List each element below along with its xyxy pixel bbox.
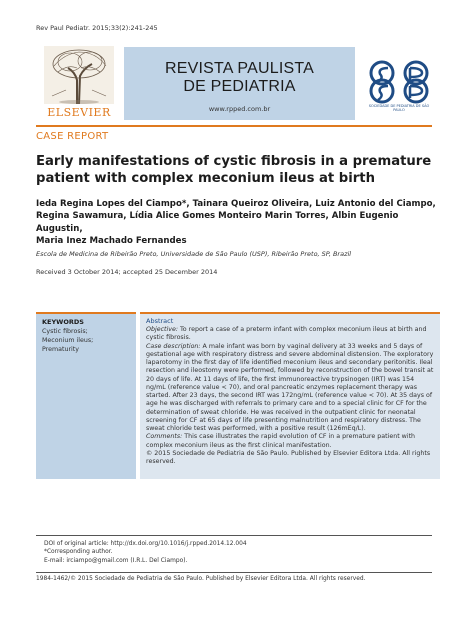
journal-url[interactable]: www.rpped.com.br — [208, 105, 271, 113]
email-footnote[interactable]: E-mail: irciampo@gmail.com (I.R.L. Del Ciampo). — [44, 557, 188, 564]
spsp-caption: SOCIEDADE DE PEDIATRIA DE SÃO PAULO — [368, 104, 430, 112]
comments-label: Comments: — [146, 433, 183, 441]
journal-masthead — [124, 47, 355, 120]
abstract-comments — [146, 433, 434, 450]
affiliation: Escola de Medicina de Ribeirão Preto, Universidade de São Paulo (USP), Ribeirão Preto, SP, Brazil — [36, 250, 352, 258]
keyword-item: Meconium ileus; — [42, 337, 94, 344]
journal-title-line2: DE PEDIATRIA — [183, 78, 296, 95]
keyword-item: Cystic fibrosis; — [42, 328, 88, 335]
journal-citation: Rev Paul Pediatr. 2015;33(2):241-245 — [36, 24, 158, 32]
authors-line1: Ieda Regina Lopes del Ciampo*, Tainara Queiroz Oliveira, Luiz Antonio del Ciampo, — [36, 199, 436, 209]
abstract-heading: Abstract — [146, 317, 174, 325]
section-label: CASE REPORT — [36, 131, 109, 142]
journal-title — [124, 60, 355, 96]
abstract-copyright: © 2015 Sociedade de Pediatria de São Paulo. Published by Elsevier Editora Ltda. All rights reserved. — [146, 449, 431, 465]
issn-copyright: 1984-1462/© 2015 Sociedade de Pediatria de São Paulo. Published by Elsevier Editora Ltda. All rights reserved. — [36, 572, 432, 582]
corresponding-footnote: *Corresponding author. — [44, 549, 113, 556]
article-title — [36, 153, 436, 187]
keyword-item: Prematurity — [42, 346, 79, 353]
case-description-label: Case description: — [146, 342, 201, 350]
footnotes — [36, 535, 432, 565]
elsevier-logo — [36, 44, 122, 122]
abstract-objective — [146, 326, 434, 343]
authors-line3: Maria Inez Machado Fernandes — [36, 235, 187, 246]
authors-line2: Regina Sawamura, Lídia Alice Gomes Monteiro Marin Torres, Albin Eugenio Augustin, — [36, 211, 399, 234]
elsevier-tree-icon — [44, 46, 114, 104]
article-title-line2: patient with complex meconium ileus at birth — [36, 171, 375, 186]
keywords-heading: KEYWORDS — [42, 318, 84, 326]
case-description-text: A male infant was born by vaginal delivery at 33 weeks and 5 days of gestational age with respiratory distress and severe abdominal distension. The exploratory laparotomy in the first day of life identified meconium ileus and secondary peritonitis. Ileal resection and ileostomy were performed, followed by reconstruction of the bowel transit at 20 days of life. At 11 days of life, the first immunoreactive trypsinogen (IRT) was 154 ng/mL (reference value < 70), and oral pancreatic enzymes replacement therapy was started. After 23 days, the second IRT was 172ng/mL (reference value < 70). At 35 days of age he was discharged with referrals to primary care and to a special clinic for CF for the determination of sweat chloride. He was received in the outpatient clinic for neonatal screening for CF at 65 days of life presenting malnutrition and respiratory distress. The sweat chloride test was performed, with a positive result (126mEq/L). — [146, 342, 434, 432]
keywords-panel — [36, 312, 136, 479]
journal-title-line1: REVISTA PAULISTA — [164, 60, 315, 77]
elsevier-wordmark: ELSEVIER — [47, 106, 111, 119]
spsp-logo-icon — [366, 60, 432, 104]
abstract-panel — [140, 312, 440, 479]
abstract-case-description — [146, 343, 434, 434]
article-title-line1: Early manifestations of cystic fibrosis in a premature — [36, 154, 432, 169]
doi-footnote[interactable]: DOI of original article: http://dx.doi.org/10.1016/j.rpped.2014.12.004 — [44, 541, 247, 547]
author-list — [36, 198, 446, 247]
spsp-society-logo — [366, 60, 432, 110]
objective-label: Objective: — [146, 326, 178, 333]
received-dates: Received 3 October 2014; accepted 25 December 2014 — [36, 268, 218, 276]
header-rule — [36, 125, 432, 127]
objective-text: To report a case of a preterm infant with complex meconium ileus at birth and cystic fibrosis. — [146, 326, 427, 342]
comments-text: This case illustrates the rapid evolution of CF in a premature patient with complex meconium ileus as the first clinical manifestation. — [146, 433, 416, 449]
